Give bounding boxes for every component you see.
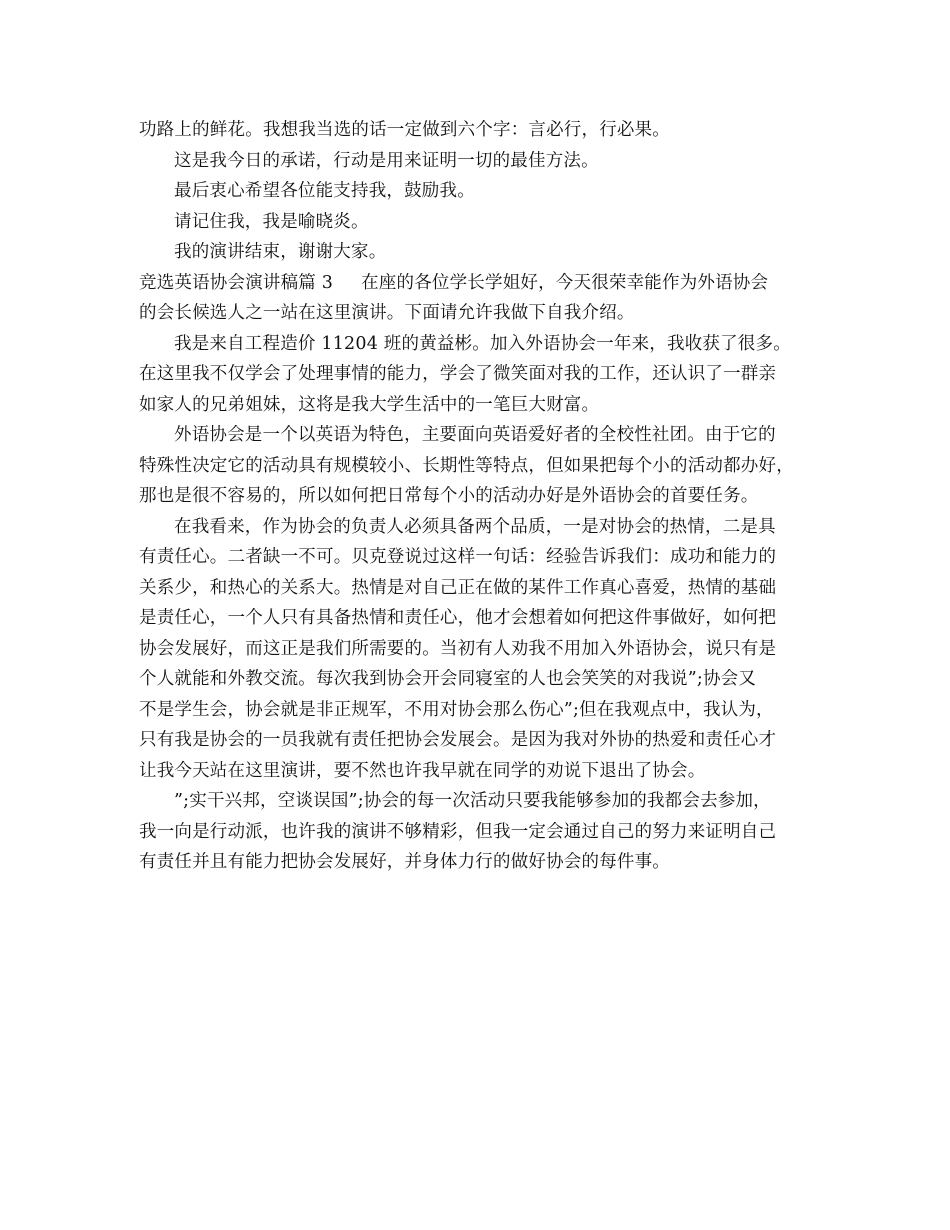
- text-line: 功路上的鲜花。我想我当选的话一定做到六个字：言必行，行必果。: [139, 120, 670, 140]
- text-line: 我的演讲结束，谢谢大家。: [174, 242, 387, 262]
- text-line: 协会发展好，而这正是我们所需要的。当初有人劝我不用加入外语协会，说只有是: [139, 638, 777, 659]
- text-line: ”;实干兴邦，空谈误国”;协会的每一次活动只要我能够参加的我都会去参加，: [174, 791, 771, 811]
- text-line: 在这里我不仅学会了处理事情的能力，学会了微笑面对我的工作，还认识了一群亲: [139, 364, 777, 384]
- text-line: 关系少，和热心的关系大。热情是对自己正在做的某件工作真心喜爱，热情的基础: [139, 577, 777, 598]
- text-line: 请记住我，我是喻晓炎。: [174, 211, 369, 232]
- section-heading-line: [139, 268, 819, 299]
- text-line: 让我今天站在这里演讲，要不然也许我早就在同学的劝说下退出了协会。: [139, 760, 706, 781]
- text-line: 有责任心。二者缺一不可。贝克登说过这样一句话：经验告诉我们：成功和能力的: [139, 547, 777, 567]
- text-line: 个人就能和外教交流。每次我到协会开会同寝室的人也会笑笑的对我说”;协会又: [139, 669, 757, 689]
- text-line: 是责任心，一个人只有具备热情和责任心，他才会想着如何把这件事做好，如何把: [139, 608, 777, 628]
- text-line: 最后衷心希望各位能支持我，鼓励我。: [174, 181, 475, 201]
- text-line: 只有我是协会的一员我就有责任把协会发展会。是因为我对外协的热爱和责任心才: [139, 730, 777, 750]
- section-heading: 竞选英语协会演讲稿篇 3: [139, 272, 334, 293]
- text-line: 的会长候选人之一站在这里演讲。下面请允许我做下自我介绍。: [139, 303, 635, 323]
- text-line: 有责任并且有能力把协会发展好，并身体力行的做好协会的每件事。: [139, 852, 670, 872]
- text-line: 我一向是行动派，也许我的演讲不够精彩，但我一定会通过自己的努力来证明自己: [139, 821, 777, 842]
- text-line: 那也是很不容易的，所以如何把日常每个小的活动办好是外语协会的首要任务。: [139, 486, 759, 506]
- text-line: 外语协会是一个以英语为特色，主要面向英语爱好者的全校性社团。由于它的: [174, 425, 776, 445]
- text-line: 特殊性决定它的活动具有规模较小、长期性等特点，但如果把每个小的活动都办好，: [139, 455, 794, 476]
- text-line: 我是来自工程造价 11204 班的黄益彬。加入外语协会一年来，我收获了很多。: [174, 333, 791, 354]
- section-intro-text: 在座的各位学长学姐好，今天很荣幸能作为外语协会: [361, 272, 769, 293]
- text-line: 如家人的兄弟姐妹，这将是我大学生活中的一笔巨大财富。: [139, 394, 600, 415]
- text-line: 在我看来，作为协会的负责人必须具备两个品质，一是对协会的热情，二是具: [174, 516, 776, 537]
- text-line: 这是我今日的承诺，行动是用来证明一切的最佳方法。: [174, 150, 599, 171]
- document-body: [139, 115, 819, 878]
- text-line: 不是学生会，协会就是非正规军，不用对协会那么伤心”;但在我观点中，我认为，: [139, 699, 774, 720]
